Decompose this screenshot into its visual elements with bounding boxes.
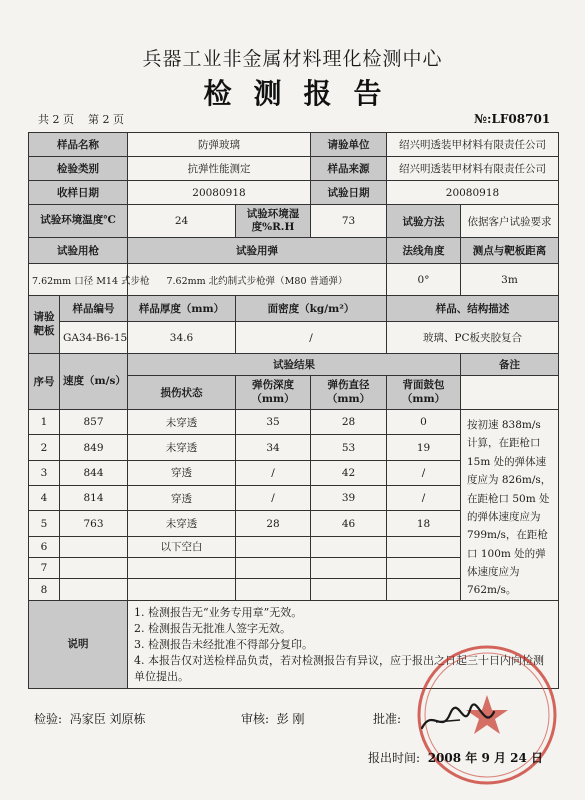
- row-depth: [236, 536, 311, 557]
- gun-label: 试验用枪: [29, 238, 128, 264]
- temperature-value: 24: [128, 205, 236, 238]
- approver-block: [373, 710, 401, 727]
- issue-label: 报出时间:: [368, 751, 421, 765]
- row-depth: 34: [236, 435, 311, 460]
- explain-label: 说明: [29, 600, 128, 689]
- row-diameter: 42: [311, 460, 387, 485]
- row-depth: [236, 558, 311, 579]
- table-row: [29, 410, 559, 435]
- page-total: 共 2 页: [38, 113, 74, 126]
- row-damage: 未穿透: [128, 435, 236, 460]
- issue-block: [368, 749, 543, 766]
- page-info: [38, 111, 124, 127]
- test-type-label: 检验类别: [29, 157, 128, 181]
- method-label: 试验方法: [387, 205, 461, 238]
- page-current: 第 2 页: [88, 113, 124, 126]
- row-speed: [60, 558, 128, 579]
- structure-label: 样品、结构描述: [387, 296, 559, 322]
- inspector-label: 检验:: [34, 712, 63, 726]
- issue-date: 2008 年 9 月 24 日: [427, 751, 544, 765]
- report-table: [28, 132, 559, 689]
- explain-item: 1. 检测报告无“业务专用章”无效。: [134, 605, 303, 619]
- seq-header: 序号: [29, 354, 60, 410]
- reviewer-block: [241, 710, 305, 727]
- row-diameter: [311, 579, 387, 600]
- received-date-value: 20080918: [128, 181, 311, 205]
- row-seq: 2: [29, 435, 60, 460]
- row-seq: 3: [29, 460, 60, 485]
- report-number: №:LF08701: [474, 112, 551, 126]
- method-value: 依据客户试验要求: [461, 205, 559, 238]
- source-label: 样品来源: [311, 157, 387, 181]
- row-damage: [128, 579, 236, 600]
- source-value: 绍兴明透装甲材料有限责任公司: [387, 157, 559, 181]
- humidity-label: 试验环境湿度%R.H: [236, 205, 311, 238]
- inspector-names: 冯家臣 刘原栋: [69, 712, 146, 726]
- row-speed: 763: [60, 511, 128, 536]
- row-damage: 穿透: [128, 460, 236, 485]
- client-label: 请验单位: [311, 133, 387, 157]
- density-value: /: [236, 322, 387, 354]
- row-bulge: [387, 579, 461, 600]
- row-damage: 未穿透: [128, 410, 236, 435]
- speed-header: 速度（m/s）: [60, 354, 128, 410]
- remarks-header: 备注: [461, 354, 559, 376]
- row-speed: [60, 579, 128, 600]
- reviewer-name: 彭 刚: [276, 712, 305, 726]
- row-diameter: 28: [311, 410, 387, 435]
- weapon-value-row: [29, 264, 559, 296]
- row-depth: /: [236, 486, 311, 511]
- row-bulge: [387, 558, 461, 579]
- bulge-header: 背面鼓包（mm）: [387, 376, 461, 410]
- received-date-label: 收样日期: [29, 181, 128, 205]
- row-bulge: [387, 536, 461, 557]
- sample-name-value: 防弹玻璃: [128, 133, 311, 157]
- results-header-row-1: [29, 354, 559, 376]
- damage-header: 损伤状态: [128, 376, 236, 410]
- explain-item: 2. 检测报告无批准人签字无效。: [134, 621, 291, 635]
- sample-id-value: GA34-B6-15: [60, 322, 128, 354]
- info-row-3: [29, 181, 559, 205]
- institution-name: 兵器工业非金属材料理化检测中心: [142, 48, 443, 70]
- ammo-value: 7.62mm 北约制式步枪弹（M80 普通弹）: [128, 264, 387, 296]
- row-seq: 6: [29, 536, 60, 557]
- sample-name-label: 样品名称: [29, 133, 128, 157]
- temperature-label: 试验环境温度℃: [29, 205, 128, 238]
- angle-label: 法线角度: [387, 238, 461, 264]
- explain-item: 3. 检测报告未经批准不得部分复印。: [134, 637, 313, 651]
- row-seq: 7: [29, 558, 60, 579]
- explain-item: 4. 本报告仅对送检样品负责，若对检测报告有异议，应于报出之日起三十日内向检测单位提出。: [134, 653, 544, 683]
- gun-value: 7.62mm 口径 M14 式步枪: [29, 264, 128, 296]
- row-bulge: /: [387, 486, 461, 511]
- target-label: 请验靶板: [29, 296, 60, 354]
- inspector-block: [34, 710, 146, 727]
- client-value: 绍兴明透装甲材料有限责任公司: [387, 133, 559, 157]
- row-bulge: 0: [387, 410, 461, 435]
- row-speed: 814: [60, 486, 128, 511]
- row-seq: 1: [29, 410, 60, 435]
- row-diameter: [311, 558, 387, 579]
- info-row-1: [29, 133, 559, 157]
- thickness-value: 34.6: [128, 322, 236, 354]
- test-date-value: 20080918: [387, 181, 559, 205]
- test-type-value: 抗弹性能测定: [128, 157, 311, 181]
- depth-header: 弹伤深度（mm）: [236, 376, 311, 410]
- row-diameter: 39: [311, 486, 387, 511]
- info-row-2: [29, 157, 559, 181]
- distance-label: 测点与靶板距离: [461, 238, 559, 264]
- angle-value: 0°: [387, 264, 461, 296]
- target-header-row: [29, 296, 559, 322]
- signature-footer: [0, 710, 585, 770]
- row-speed: 857: [60, 410, 128, 435]
- test-date-label: 试验日期: [311, 181, 387, 205]
- distance-value: 3m: [461, 264, 559, 296]
- report-title: 检测报告: [203, 77, 404, 110]
- row-bulge: /: [387, 460, 461, 485]
- row-damage: [128, 558, 236, 579]
- row-damage: 穿透: [128, 486, 236, 511]
- row-damage: 以下空白: [128, 536, 236, 557]
- reviewer-label: 审核:: [241, 712, 270, 726]
- row-diameter: [311, 536, 387, 557]
- row-speed: 849: [60, 435, 128, 460]
- row-speed: 844: [60, 460, 128, 485]
- row-seq: 8: [29, 579, 60, 600]
- row-depth: 35: [236, 410, 311, 435]
- humidity-value: 73: [311, 205, 387, 238]
- row-seq: 5: [29, 511, 60, 536]
- info-row-4: [29, 205, 559, 238]
- row-depth: [236, 579, 311, 600]
- row-bulge: 18: [387, 511, 461, 536]
- approver-label: 批准:: [373, 712, 402, 726]
- remarks-header-blank: [461, 376, 559, 410]
- sample-id-label: 样品编号: [60, 296, 128, 322]
- row-depth: /: [236, 460, 311, 485]
- density-label: 面密度（kg/m²）: [236, 296, 387, 322]
- row-bulge: 19: [387, 435, 461, 460]
- weapon-header-row: [29, 238, 559, 264]
- row-depth: 28: [236, 511, 311, 536]
- structure-value: 玻璃、PC板夹胶复合: [387, 322, 559, 354]
- row-diameter: 53: [311, 435, 387, 460]
- row-seq: 4: [29, 486, 60, 511]
- results-header: 试验结果: [128, 354, 461, 376]
- row-speed: [60, 536, 128, 557]
- diameter-header: 弹伤直径（mm）: [311, 376, 387, 410]
- remarks-text: 按初速 838m/s 计算，在距枪口 15m 处的弹体速度应为 826m/s，在距枪口 50m 处的弹体速度应为 799m/s，在距枪口 100m 处的弹体速度应为 762m/s。: [461, 410, 559, 601]
- ammo-label: 试验用弹: [128, 238, 387, 264]
- target-value-row: [29, 322, 559, 354]
- row-damage: 未穿透: [128, 511, 236, 536]
- thickness-label: 样品厚度（mm）: [128, 296, 236, 322]
- row-diameter: 46: [311, 511, 387, 536]
